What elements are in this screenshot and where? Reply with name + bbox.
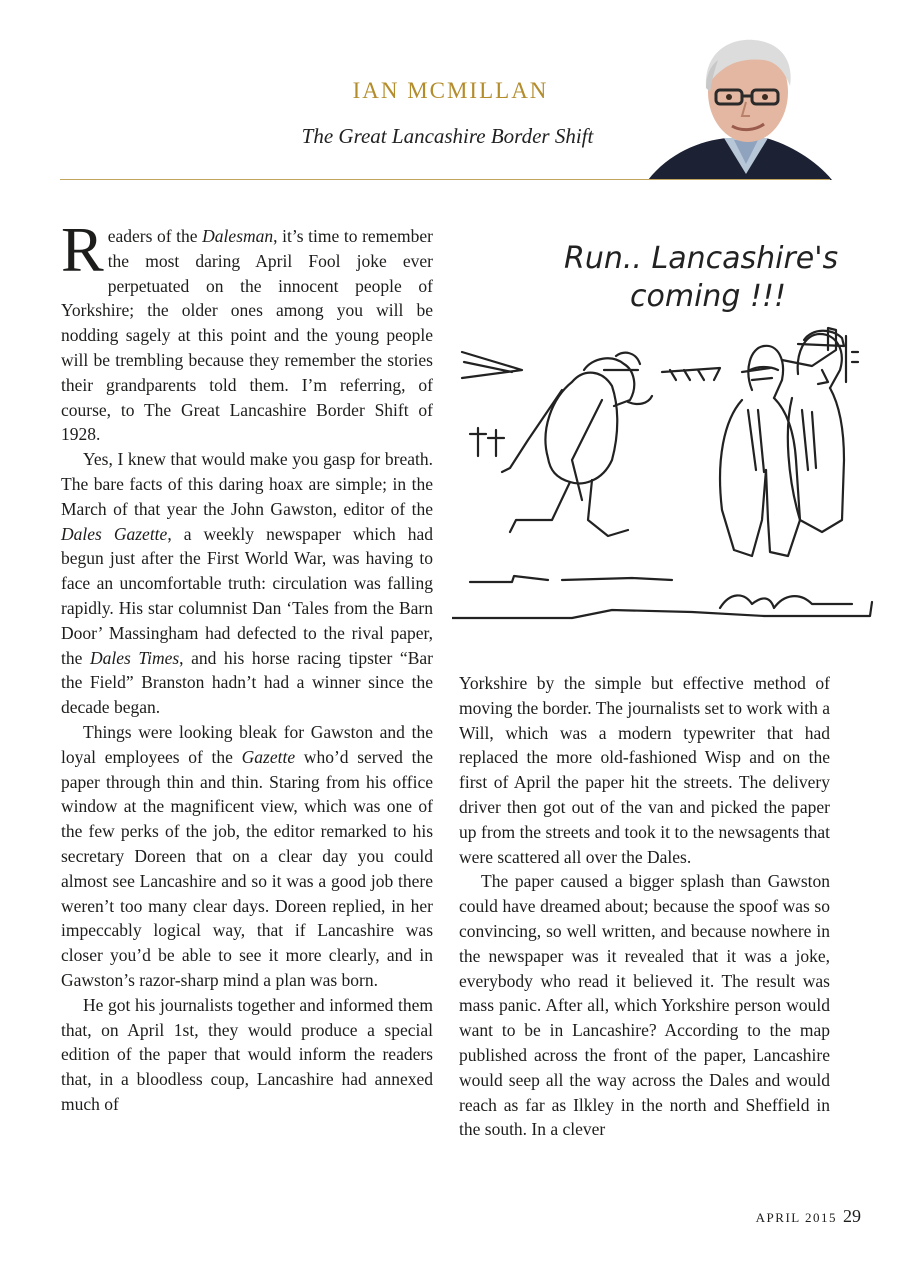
header-divider: [60, 179, 830, 180]
article-column-right: [459, 671, 830, 1142]
page-footer: [756, 1206, 861, 1227]
cartoon-caption-line-2: coming !!!: [630, 279, 787, 314]
paragraph-4-continued: Yorkshire by the simple but effective method of moving the border. The journalists set to work with a Will, which was a modern typewriter that had replaced the more old-fashioned Wisp and on the first of April the paper hit the streets. The delivery driver then got out of the van and picked the paper up from the streets and took it to the newsagents that were scattered all over the Dales.: [459, 673, 831, 867]
paragraph-4: He got his journalists together and informed them that, on April 1st, they would produce a special edition of the paper that would inform the readers that, in a bloodless coup, Lancashire had annexed much of: [61, 994, 433, 1114]
paragraph-1: Readers of the Dalesman, it’s time to remember the most daring April Fool joke ever perpetuated on the innocent people of Yorkshire; the older ones among you will be nodding sagely at this point and the young people will be trembling because they remember the stories their grandparents told them. I’m referring, of course, to The Great Lancashire Border Shift of 1928.: [61, 214, 433, 445]
page-number: 29: [843, 1206, 861, 1226]
paragraph-3: Things were looking bleak for Gawston and the loyal employees of the Gazette who’d served the paper through thin and thin. Staring from his office window at the magnificent view, which was one of the few perks of the job, the editor remarked to his secretary Doreen that on a clear day you could almost see Lancashire and so it was a good job there weren’t too many clear days. Doreen replied, in her impeccably logical way, that if Lancashire was closer you’d be able to see it more clearly, and in Gawston’s razor-sharp mind a plan was born.: [61, 721, 433, 990]
author-portrait: [648, 36, 832, 180]
drop-cap: R: [61, 214, 104, 285]
paragraph-5: The paper caused a bigger splash than Gawston could have dreamed about; because the spoof was so convincing, so well written, and because nowhere in the newspaper was it revealed that it was a joke, everybody who read it believed it. The result was mass panic. After all, which Yorkshire person would want to be in Lancashire? According to the map published across the front of the paper, Lancashire would seep all the way across the Dales and would reach as far as Ilkley in the north and Sheffield in the south. In a clever: [459, 871, 830, 1140]
issue-date: APRIL 2015: [755, 1210, 837, 1225]
cartoon-caption-line-1: Run.. Lancashire's: [564, 241, 839, 276]
article-column-left: [61, 214, 433, 1117]
column-title: The Great Lancashire Border Shift: [301, 124, 594, 148]
cartoon-illustration: [452, 220, 884, 640]
author-byline: IAN MCMILLAN: [352, 78, 549, 103]
paragraph-2: Yes, I knew that would make you gasp for breath. The bare facts of this daring hoax are simple; in the March of that year the John Gawston, editor of the Dales Gazette, a weekly newspaper which had begun just after the First World War, was having to face an uncomfortable truth: circulation was falling rapidly. His star columnist Dan ‘Tales from the Barn Door’ Massingham had defected to the rival paper, the Dales Times, and his horse racing tipster “Bar the Field” Branston hadn’t had a winner since the decade began.: [61, 449, 433, 718]
